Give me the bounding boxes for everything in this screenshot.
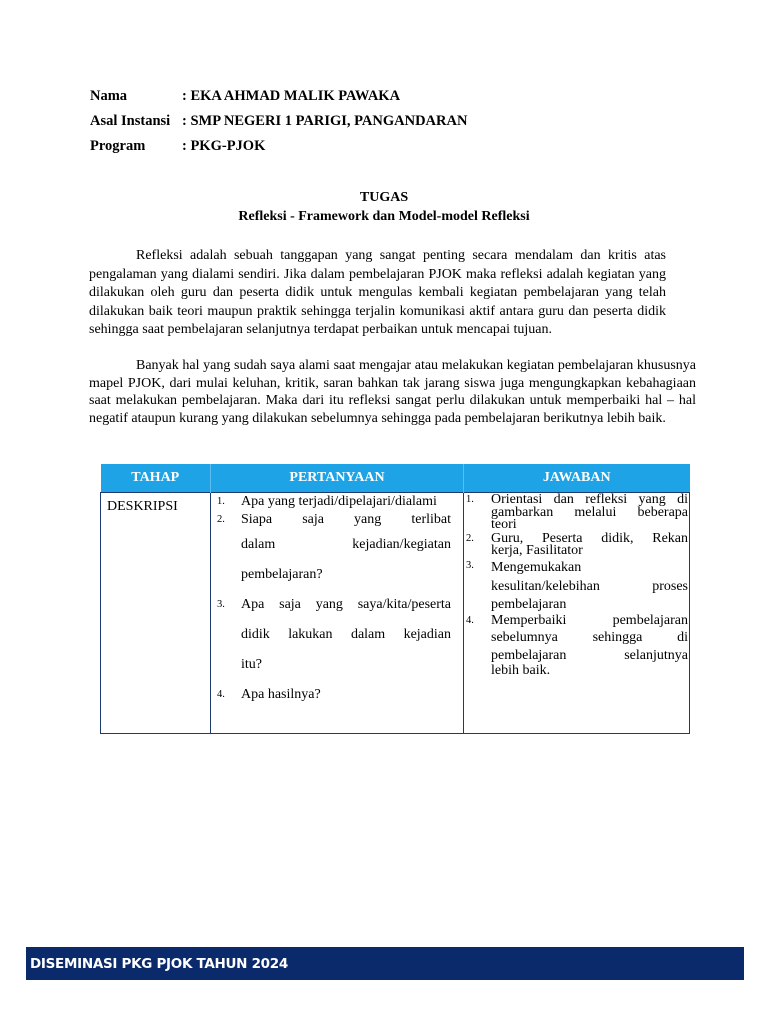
footer-text: DISEMINASI PKG PJOK TAHUN 2024: [30, 955, 288, 972]
question-text: Apa hasilnya?: [241, 687, 321, 702]
question-number: 1.: [217, 496, 225, 507]
program-row: [90, 134, 467, 159]
answer-number: 2.: [466, 532, 474, 544]
reflection-table: [100, 464, 690, 734]
table-header-row: [101, 464, 690, 493]
program-value: : PKG-PJOK: [182, 138, 266, 154]
answer-item: [464, 613, 689, 678]
question-text: Apa saja yang saya/kita/peserta didik lakukan dalam kejadian itu?: [241, 597, 451, 672]
document-title-block: [0, 188, 768, 226]
document-subtitle: Refleksi - Framework dan Model-model Refleksi: [238, 209, 530, 224]
answer-item: [464, 494, 689, 532]
instansi-row: [90, 109, 467, 134]
nama-value: : EKA AHMAD MALIK PAWAKA: [182, 88, 401, 104]
question-item: [211, 590, 463, 680]
header-pertanyaan: PERTANYAAN: [211, 464, 464, 493]
question-number: 3.: [217, 599, 225, 610]
question-item: [211, 510, 463, 589]
question-text: Apa yang terjadi/dipelajari/dialami: [241, 494, 437, 509]
question-number: 2.: [217, 514, 225, 525]
answer-text: Orientasi dan refleksi yang di gambarkan melalui beberapa teori: [491, 492, 688, 532]
question-text: Siapa saja yang terlibat dalam kejadian/kegiatan pembelajaran?: [241, 512, 451, 582]
pertanyaan-cell: [211, 493, 464, 734]
question-list: [211, 494, 463, 710]
nama-label: Nama: [90, 88, 128, 104]
instansi-value: : SMP NEGERI 1 PARIGI, PANGANDARAN: [182, 113, 468, 129]
instansi-label: Asal Instansi: [90, 113, 171, 129]
header-tahap: TAHAP: [101, 464, 211, 493]
program-label: Program: [90, 138, 146, 154]
document-title: TUGAS: [359, 190, 409, 205]
footer-banner: [26, 947, 744, 980]
question-item: [211, 680, 463, 710]
question-number: 4.: [217, 689, 225, 700]
answer-number: 3.: [466, 559, 474, 571]
identity-block: [90, 84, 467, 159]
answer-item: [464, 560, 689, 613]
paragraph-1-text: Refleksi adalah sebuah tanggapan yang sangat penting secara mendalam dan kritis atas pengalaman yang dialami sendiri. Jika dalam pembelajaran PJOK maka refleksi adalah kegiatan yang dilakukan oleh guru dan peserta didik untuk mengulas kembali kegiatan pembelajaran yang telah dilakukan baik teori maupun praktik sehingga terjalin komunikasi aktif antara guru dan peserta didik sehingga saat pembelajaran selanjutnya terdapat perbaikan untuk mencapai tujuan.: [89, 248, 666, 338]
answer-item: [464, 530, 689, 558]
paragraph-1: [89, 247, 666, 340]
nama-row: [90, 84, 467, 109]
question-item: [211, 494, 463, 510]
header-jawaban: JAWABAN: [464, 464, 690, 493]
answer-text: Guru, Peserta didik, Rekan kerja, Fasilitator: [491, 530, 688, 558]
answer-number: 1.: [466, 494, 474, 505]
table-row: [101, 493, 690, 734]
paragraph-2: [89, 357, 696, 427]
jawaban-cell: [464, 493, 690, 734]
answer-text: Mengemukakan kesulitan/kelebihan proses pembelajaran: [491, 559, 688, 612]
answer-number: 4.: [466, 614, 474, 626]
answer-text: Memperbaiki pembelajaran sebelumnya sehingga di pembelajaran selanjutnya lebih baik.: [491, 612, 688, 678]
answer-list: [464, 494, 689, 678]
tahap-cell: DESKRIPSI: [101, 493, 211, 734]
paragraph-2-text: Banyak hal yang sudah saya alami saat mengajar atau melakukan kegiatan pembelajaran khususnya mapel PJOK, dari mulai keluhan, kritik, saran bahkan tak jarang siswa juga mengungkapkan kebahagiaan saat melakukan pembelajaran. Maka dari itu refleksi sangat perlu dilakukan untuk memperbaiki hal – hal negatif ataupun kurang yang dilakukan sebelumnya sehingga pada pembelajaran berikutnya lebih baik.: [89, 358, 696, 426]
